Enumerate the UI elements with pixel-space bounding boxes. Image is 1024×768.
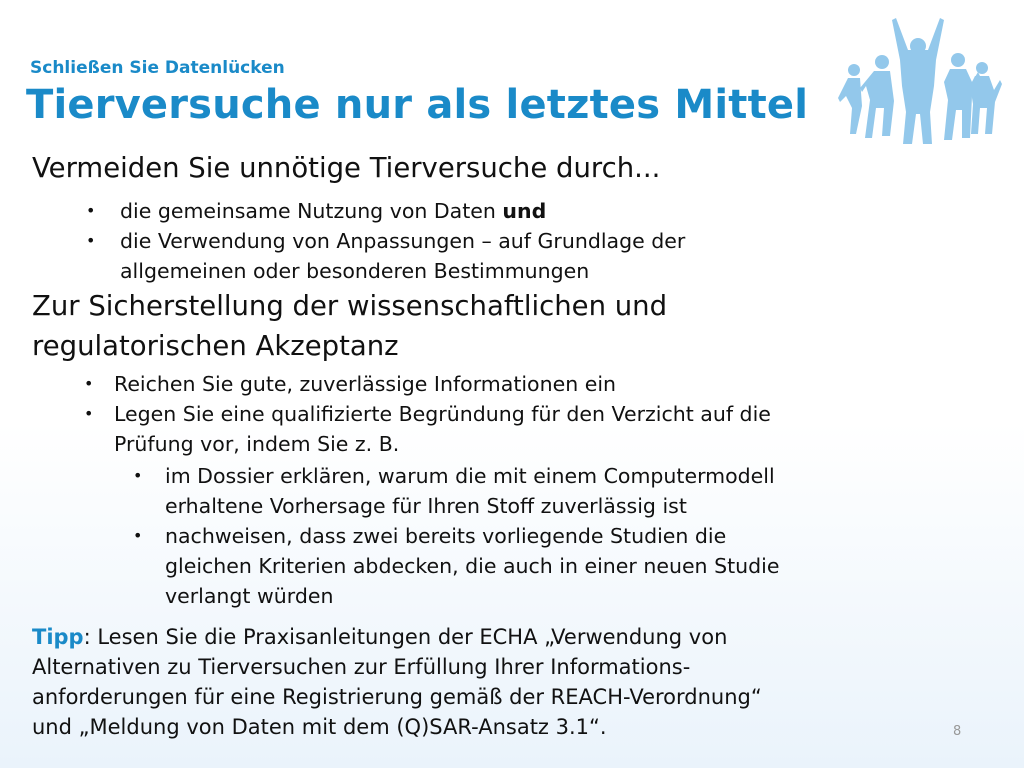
heading-line: Zur Sicherstellung der wissenschaftlichen und xyxy=(32,290,668,322)
list-item xyxy=(86,226,685,286)
bullet-text-line: die Verwendung von Anpassungen – auf Grundlage der xyxy=(120,229,686,253)
section1-heading: Vermeiden Sie unnötige Tierversuche durch... xyxy=(32,152,661,184)
list-item xyxy=(84,399,771,459)
bullet-text-line: Legen Sie eine qualifizierte Begründung für den Verzicht auf die xyxy=(114,402,771,426)
heading-line: regulatorischen Akzeptanz xyxy=(32,330,399,362)
bullet-text-line: Prüfung vor, indem Sie z. B. xyxy=(114,432,400,456)
bullet-text-line: nachweisen, dass zwei bereits vorliegende Studien die xyxy=(165,524,727,548)
bullet-text: die gemeinsame Nutzung von Daten xyxy=(120,199,503,223)
tip-paragraph xyxy=(32,622,932,742)
tip-line: anforderungen für eine Registrierung gemäß der REACH-Verordnung“ xyxy=(32,685,762,709)
tip-label: Tipp xyxy=(32,625,84,649)
tip-line: : Lesen Sie die Praxisanleitungen der ECHA „Verwendung von xyxy=(83,625,728,649)
tip-line: Alternativen zu Tierversuchen zur Erfüllung Ihrer Informations- xyxy=(32,655,691,679)
tip-line: und „Meldung von Daten mit dem (Q)SAR-Ansatz 3.1“. xyxy=(32,715,607,739)
bullet-marker: • xyxy=(84,404,94,423)
section2-sub-bullet-list xyxy=(133,461,779,611)
bullet-text-line: gleichen Kriterien abdecken, die auch in einer neuen Studie xyxy=(165,554,780,578)
bullet-marker: • xyxy=(86,201,96,220)
section1-bullet-list xyxy=(86,196,685,286)
page-number: 8 xyxy=(953,724,962,739)
bullet-marker: • xyxy=(133,526,143,545)
bullet-text: Reichen Sie gute, zuverlässige Informationen ein xyxy=(114,372,617,396)
bullet-text-line: erhaltene Vorhersage für Ihren Stoff zuverlässig ist xyxy=(165,494,687,518)
section2-bullet-list xyxy=(84,369,771,459)
list-item xyxy=(86,196,685,226)
slide-title: Tierversuche nur als letztes Mittel xyxy=(26,82,809,128)
slide-subtitle: Schließen Sie Datenlücken xyxy=(30,58,285,78)
section2-heading xyxy=(32,286,667,366)
bullet-text-line: verlangt würden xyxy=(165,584,334,608)
bullet-marker: • xyxy=(86,231,96,250)
running-people-icon xyxy=(832,16,1004,148)
list-item xyxy=(84,369,771,399)
bullet-text-line: allgemeinen oder besonderen Bestimmungen xyxy=(120,259,590,283)
list-item xyxy=(133,521,779,611)
bullet-bold-text: und xyxy=(502,199,547,223)
list-item xyxy=(133,461,779,521)
bullet-text-line: im Dossier erklären, warum die mit einem Computermodell xyxy=(165,464,775,488)
bullet-marker: • xyxy=(133,466,143,485)
bullet-marker: • xyxy=(84,374,94,393)
